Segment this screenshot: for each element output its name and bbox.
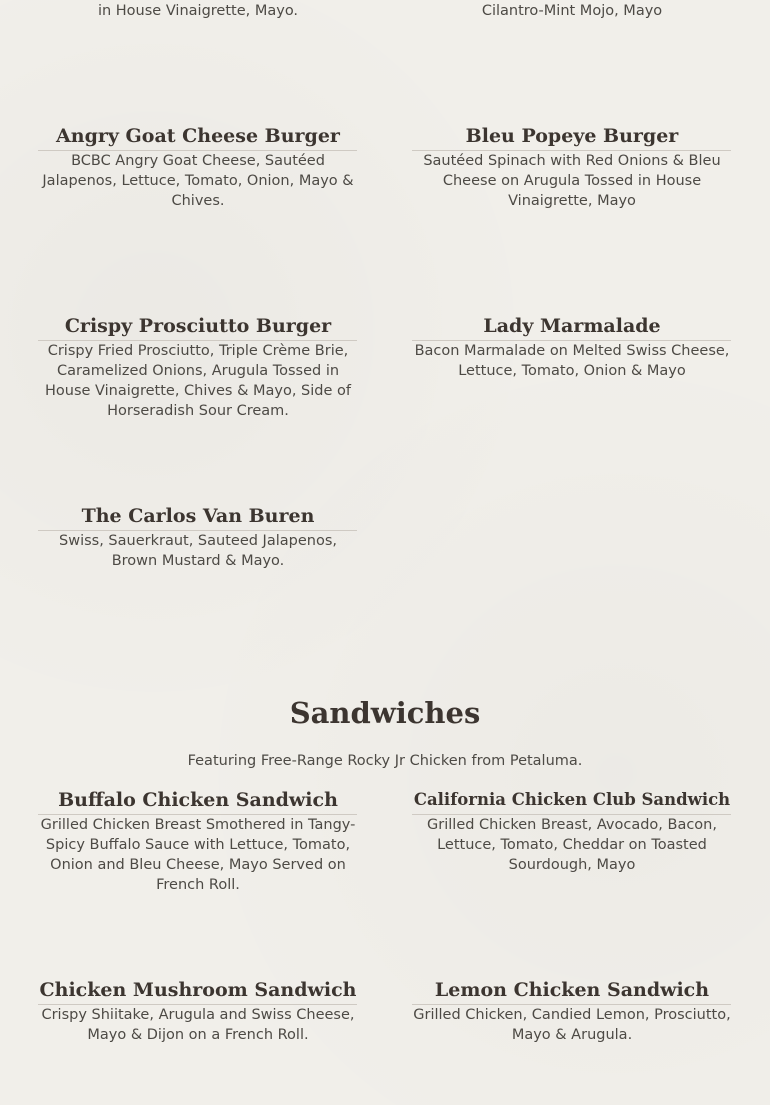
menu-item-description: BCBC Angry Goat Cheese, Sautéed Jalapenos, Lettuce, Tomato, Onion, Mayo & Chives. bbox=[42, 153, 354, 209]
menu-item-title: Lemon Chicken Sandwich bbox=[434, 979, 710, 1001]
menu-item-title: Buffalo Chicken Sandwich bbox=[58, 789, 338, 811]
menu-item-description: Bacon Marmalade on Melted Swiss Cheese, Lettuce, Tomato, Onion & Mayo bbox=[414, 343, 730, 379]
menu-item-title: Crispy Prosciutto Burger bbox=[64, 315, 332, 337]
menu-item-description: in House Vinaigrette, Mayo. bbox=[97, 3, 299, 19]
menu-item-description: Swiss, Sauerkraut, Sauteed Jalapenos, Brown Mustard & Mayo. bbox=[59, 533, 337, 569]
menu-item-title: Bleu Popeye Burger bbox=[465, 125, 679, 147]
menu-item-title: The Carlos Van Buren bbox=[81, 505, 315, 527]
menu-item-description: Grilled Chicken Breast, Avocado, Bacon, Lettuce, Tomato, Cheddar on Toasted Sourdough, Mayo bbox=[427, 817, 717, 873]
menu-item-title: California Chicken Club Sandwich bbox=[413, 790, 731, 809]
menu-item-description: Crispy Shiitake, Arugula and Swiss Cheese, Mayo & Dijon on a French Roll. bbox=[41, 1007, 355, 1043]
menu-item-description: Crispy Fried Prosciutto, Triple Crème Brie, Caramelized Onions, Arugula Tossed in House Vinaigrette, Chives & Mayo, Side of Horseradish Sour Cream. bbox=[45, 343, 351, 419]
menu-item-description: Cilantro-Mint Mojo, Mayo bbox=[481, 3, 663, 19]
menu-item-title: Chicken Mushroom Sandwich bbox=[39, 979, 357, 1001]
menu-item-title: Lady Marmalade bbox=[483, 315, 661, 337]
menu-item-description: Sautéed Spinach with Red Onions & Bleu Cheese on Arugula Tossed in House Vinaigrette, Mayo bbox=[423, 153, 721, 209]
menu-item-title: Angry Goat Cheese Burger bbox=[56, 125, 340, 147]
section-title: Sandwiches bbox=[289, 696, 481, 730]
section-note: Featuring Free-Range Rocky Jr Chicken from Petaluma. bbox=[187, 753, 583, 769]
menu-item-description: Grilled Chicken, Candied Lemon, Prosciutto, Mayo & Arugula. bbox=[413, 1007, 731, 1043]
menu-item-description: Grilled Chicken Breast Smothered in Tangy-Spicy Buffalo Sauce with Lettuce, Tomato, Onion and Bleu Cheese, Mayo Served on French Roll. bbox=[40, 817, 356, 893]
